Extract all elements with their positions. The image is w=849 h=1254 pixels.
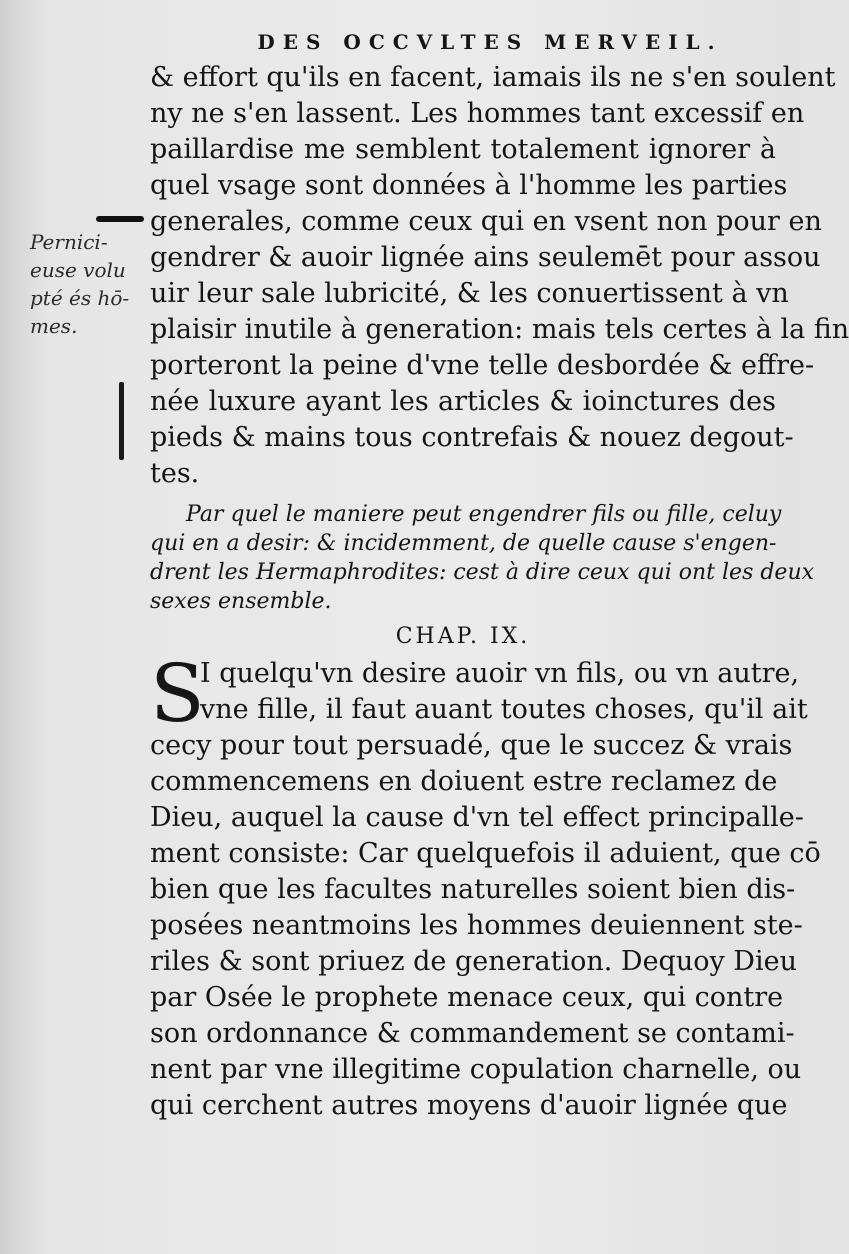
text-line: par Osée le prophete menace ceux, qui contre [150,982,784,1013]
summary-line: Par quel le maniere peut engendrer fils ou fille, celuy [186,502,782,527]
text-line: tes. [150,458,200,489]
margin-note-line: pté és hō- [30,286,130,310]
text-line: porteront la peine d'vne telle desbordée & effre- [150,350,815,381]
text-line: qui cerchent autres moyens d'auoir lignée que [150,1090,788,1121]
margin-note-line: Pernici- [30,230,108,254]
text-line: commencemens en doiuent estre reclamez de [150,766,778,797]
text-line: gendrer & auoir lignée ains seulemēt pour assou [150,242,821,273]
summary-line: qui en a desir: & incidemment, de quelle cause s'engen- [150,531,777,556]
text-line: & effort qu'ils en facent, iamais ils ne s'en soulent [150,62,836,93]
text-line: plaisir inutile à generation: mais tels certes à la fin [150,314,849,345]
summary-line: drent les Hermaphrodites: cest à dire ceux qui ont les deux [150,560,815,585]
summary-line: sexes ensemble. [150,589,332,614]
text-line: bien que les facultes naturelles soient bien dis- [150,874,796,905]
margin-bracket-mark [119,382,124,460]
text-line: quel vsage sont données à l'homme les parties [150,170,788,201]
margin-dash-mark [96,216,144,222]
text-line: pieds & mains tous contrefais & nouez degout- [150,422,794,453]
body-text [150,60,849,1124]
chapter-summary [150,500,815,616]
text-line: nent par vne illegitime copulation charnelle, ou [150,1054,802,1085]
text-line: vne fille, il faut auant toutes choses, qu'il ait [200,694,808,725]
text-line: uir leur sale lubricité, & les conuertissent à vn [150,278,789,309]
text-line: ny ne s'en lassent. Les hommes tant excessif en [150,98,805,129]
text-line: cecy pour tout persuadé, que le succez & vrais [150,730,793,761]
running-head: DES OCCVLTES MERVEIL. [257,30,723,54]
chapter-heading: CHAP. IX. [395,624,531,649]
paragraph-continued [150,60,849,492]
drop-cap: S [150,647,205,740]
text-line: ment consiste: Car quelquefois il aduient, que cō [150,838,821,869]
margin-note-line: euse volu [30,258,126,282]
text-line: paillardise me semblent totalement ignorer à [150,134,776,165]
text-line: son ordonnance & commandement se contami- [150,1018,795,1049]
text-line: posées neantmoins les hommes deuiennent ste- [150,910,803,941]
text-line: generales, comme ceux qui en vsent non pour en [150,206,822,237]
text-line: riles & sont priuez de generation. Dequoy Dieu [150,946,797,977]
text-line: I quelqu'vn desire auoir vn fils, ou vn autre, [200,658,800,689]
text-line: née luxure ayant les articles & ioinctures des [150,386,776,417]
margin-note [30,228,145,340]
chapter-body [150,647,821,1124]
margin-note-line: mes. [30,314,78,338]
text-line: Dieu, auquel la cause d'vn tel effect principalle- [150,802,804,833]
